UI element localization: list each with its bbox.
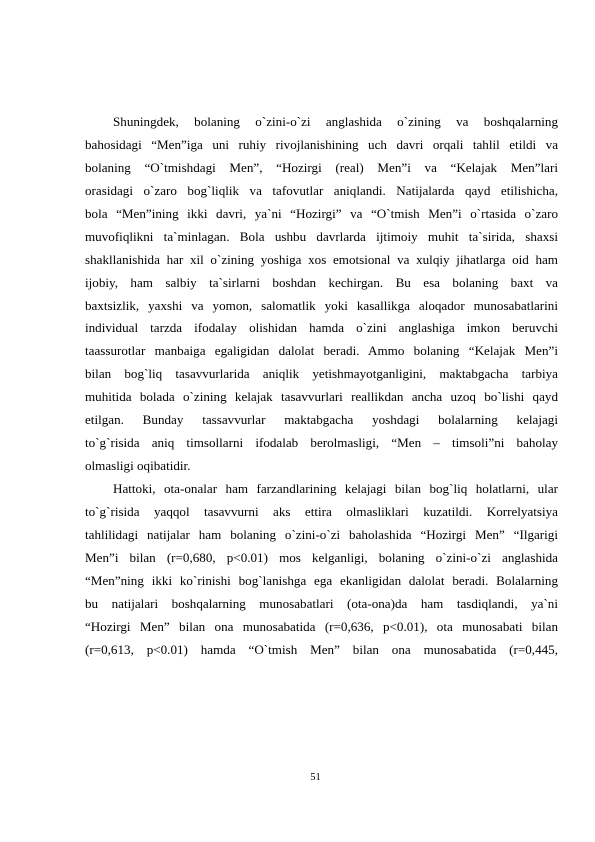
text-line: bilan bog`liq tasavvurlarida aniqlik yetishmayotganligini, maktabgacha tarbiya (85, 366, 558, 382)
text-line: etilgan. Bunday tassavvurlar maktabgacha yoshdagi bolalarning kelajagi (85, 412, 558, 428)
text-line: bu natijalari boshqalarning munosabatlari (ota-ona)da ham tasdiqlandi, ya`ni (85, 595, 558, 611)
text-line: bahosidagi “Men”iga uni ruhiy rivojlanishining uch davri orqali tahlil etildi va (85, 136, 558, 152)
page-number: 51 (310, 772, 321, 783)
text-line: olmasligi oqibatidir. (85, 458, 191, 474)
text-line: (r=0,613, p<0.01) hamda “O`tmish Men” bilan ona munosabatida (r=0,445, (85, 641, 558, 657)
text-line: Shuningdek, bolaning o`zini-o`zi anglashida o`zining va boshqalarning (113, 114, 558, 129)
body-text (85, 111, 558, 662)
text-line: muvofiqlikni ta`minlagan. Bola ushbu davrlarda ijtimoiy muhit ta`sirida, shaxsi (85, 228, 558, 244)
text-line: to`g`risida yaqqol tasavvurni aks ettira olmasliklari kuzatildi. Korrelyatsiya (85, 503, 558, 519)
text-line: Men”i bilan (r=0,680, p<0.01) mos kelganligi, bolaning o`zini-o`zi anglashida (85, 549, 558, 565)
text-line: tahlilidagi natijalar ham bolaning o`zini-o`zi baholashida “Hozirgi Men” “Ilgarigi (85, 526, 558, 542)
text-line: ijobiy, ham salbiy ta`sirlarni boshdan kechirgan. Bu esa bolaning baxt va (85, 274, 558, 290)
text-line: shakllanishida har xil o`zining yoshiga xos emotsional va xulqiy jihatlarga oid ham (85, 251, 558, 267)
text-line: individual tarzda ifodalay olishidan hamda o`zini anglashiga imkon beruvchi (85, 320, 558, 336)
text-line: muhitida bolada o`zining kelajak tasavvurlari reallikdan ancha uzoq bo`lishi qayd (85, 389, 558, 405)
text-line: Hattoki, ota-onalar ham farzandlarining kelajagi bilan bog`liq holatlarni, ular (113, 481, 558, 496)
text-line: bola “Men”ining ikki davri, ya`ni “Hozirgi” va “O`tmish Men”i o`rtasida o`zaro (85, 205, 558, 221)
text-line: baxtsizlik, yaxshi va yomon, salomatlik yoki kasallikga aloqador munosabatlarini (85, 297, 558, 313)
text-line: “Men”ning ikki ko`rinishi bog`lanishga ega ekanligidan dalolat beradi. Bolalarning (85, 572, 558, 588)
text-line: to`g`risida aniq timsollarni ifodalab berolmasligi, “Men – timsoli”ni baholay (85, 435, 558, 451)
text-line: bolaning “O`tmishdagi Men”, “Hozirgi (real) Men”i va “Kelajak Men”lari (85, 159, 558, 175)
text-line: taassurotlar manbaiga egaligidan dalolat beradi. Ammo bolaning “Kelajak Men”i (85, 343, 558, 359)
text-line: “Hozirgi Men” bilan ona munosabatida (r=0,636, p<0.01), ota munosabati bilan (85, 618, 558, 634)
text-line: orasidagi o`zaro bog`liqlik va tafovutlar aniqlandi. Natijalarda qayd etilishicha, (85, 182, 558, 198)
